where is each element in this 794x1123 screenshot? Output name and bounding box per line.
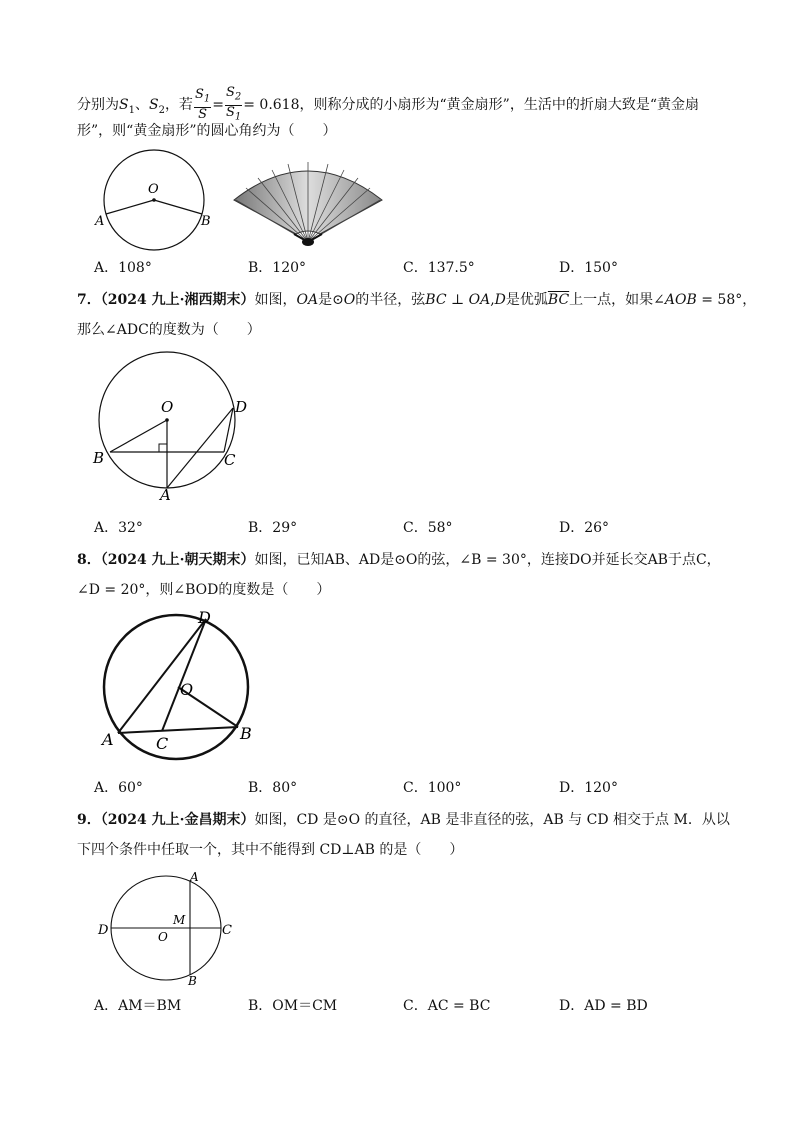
q8-option-c[interactable]: C．100° <box>403 780 462 796</box>
q7-text-d: 是优弧 <box>505 292 548 308</box>
q8-label-C: C <box>156 734 169 753</box>
q7-option-d[interactable]: D．26° <box>559 520 610 536</box>
q8-label-A: A <box>102 730 114 749</box>
q8-circle-figure <box>98 603 263 763</box>
q9-label-B: B <box>188 974 197 988</box>
q6-fraction-2: $\frac{S_2}{S_1}$ <box>225 85 242 123</box>
q7-label-C: C <box>224 451 236 469</box>
q7-circle-figure <box>90 348 255 503</box>
q6-text-c: ，则称分成的小扇形为“黄金扇形”，生活中的折扇大致是“黄金扇 <box>299 97 699 114</box>
q6-option-a[interactable]: A．108° <box>94 260 152 276</box>
q7-source: （2024 九上·湘西期末） <box>100 292 255 308</box>
q6-line2: 形”，则“黄金扇形”的圆心角约为（ ） <box>77 123 337 139</box>
q8-option-d[interactable]: D．120° <box>559 780 618 796</box>
q9-text: 如图，CD 是⊙O 的直径，AB 是非直径的弦，AB 与 CD 相交于点 M．从以 <box>254 812 730 828</box>
q7-option-a[interactable]: A．32° <box>94 520 143 536</box>
q8-line1 <box>77 550 721 570</box>
folding-fan-image <box>228 150 388 250</box>
q9-ellipse-figure <box>96 868 246 990</box>
q9-option-a[interactable]: A．AM＝BM <box>94 998 182 1014</box>
q8-line2: ∠D = 20°，则∠BOD的度数是（ ） <box>77 582 331 598</box>
q8-text: 如图，已知AB、AD是⊙O的弦，∠B = 30°，连接DO并延长交AB于点C， <box>254 552 721 568</box>
q8-label-D: D <box>198 608 211 627</box>
q6-text-a: 分别为 <box>77 97 119 114</box>
q9-line2: 下四个条件中任取一个，其中不能得到 CD⊥AB 的是（ ） <box>77 842 464 858</box>
q9-label-D: D <box>98 923 109 938</box>
q6-circle-figure <box>94 148 219 258</box>
q7-text-a: 如图， <box>254 292 297 308</box>
q6-option-b[interactable]: B．120° <box>248 260 307 276</box>
q8-option-a[interactable]: A．60° <box>94 780 143 796</box>
q8-number: 8． <box>77 552 101 568</box>
q7-text-b: 是 <box>318 292 333 308</box>
q6-text-b: ，若 <box>164 97 193 114</box>
q9-label-A: A <box>190 870 199 884</box>
q7-text-c: 的半径，弦 <box>355 292 426 308</box>
q6-label-A: A <box>95 214 105 229</box>
q7-number: 7． <box>77 292 101 308</box>
q7-label-A: A <box>160 486 171 504</box>
q6-label-B: B <box>201 214 211 229</box>
q6-eq-value: = 0.618 <box>243 97 300 114</box>
q6-line1: 分别为$S_1$、$S_2$，若 $\frac{S_1}{S}$ = $\frac{S_2}{S_1}$ = 0.618，则称分成的小扇形为“黄金扇形”，生活中的折扇大致是“黄金扇 <box>77 85 699 123</box>
q7-option-b[interactable]: B．29° <box>248 520 298 536</box>
q7-option-c[interactable]: C．58° <box>403 520 453 536</box>
q6-option-d[interactable]: D．150° <box>559 260 618 276</box>
q8-label-O: O <box>180 680 194 699</box>
q9-label-O: O <box>158 930 168 944</box>
q7-label-O: O <box>161 398 174 416</box>
q9-line1 <box>77 810 730 830</box>
q7-text-e: 上一点，如果 <box>569 292 654 308</box>
q7-line1: 7．（2024 九上·湘西期末）如图，OA是⊙O的半径，弦BC ⊥ OA,D是优弧$\overline{BC}$上一点，如果∠AOB = 58°， <box>77 292 757 308</box>
q9-option-b[interactable]: B．OM＝CM <box>248 998 338 1014</box>
q6-label-O: O <box>148 182 159 197</box>
q9-source: （2024 九上·金昌期末） <box>100 812 255 828</box>
q9-label-M: M <box>173 913 186 927</box>
q8-label-B: B <box>240 724 252 743</box>
q8-option-b[interactable]: B．80° <box>248 780 298 796</box>
q7-line2: 那么∠ADC的度数为（ ） <box>77 322 261 338</box>
q9-number: 9． <box>77 812 101 828</box>
q6-fraction-1: $\frac{S_1}{S}$ <box>194 87 211 122</box>
q9-option-d[interactable]: D．AD = BD <box>559 998 648 1014</box>
q7-label-D: D <box>235 398 248 416</box>
q8-source: （2024 九上·朝天期末） <box>100 552 255 568</box>
q9-option-c[interactable]: C．AC = BC <box>403 998 491 1014</box>
q6-option-c[interactable]: C．137.5° <box>403 260 475 276</box>
q7-label-B: B <box>93 449 105 467</box>
q9-label-C: C <box>222 923 232 938</box>
